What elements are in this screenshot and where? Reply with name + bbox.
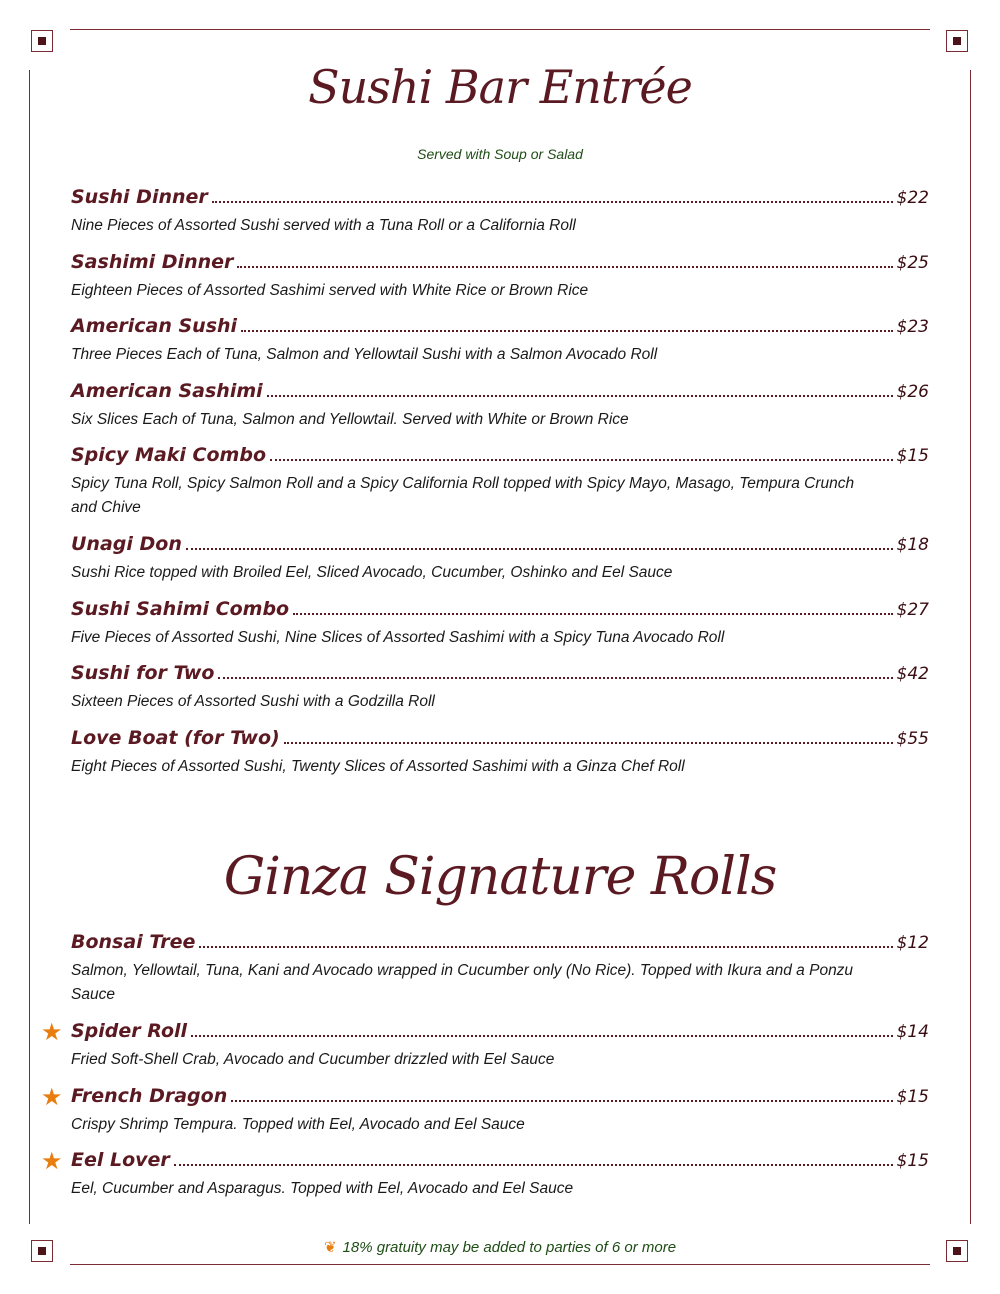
frame-bottom-line [70, 1264, 930, 1265]
item-price: $15 [896, 1086, 929, 1107]
menu-item [41, 1147, 929, 1214]
item-price: $23 [896, 317, 929, 337]
item-price: $15 [896, 1151, 929, 1171]
item-name: Love Boat (for Two) [71, 726, 280, 749]
item-price: $18 [896, 535, 929, 555]
item-name: French Dragon [71, 1084, 228, 1107]
item-name: Sushi Sahimi Combo [71, 597, 290, 620]
item-price: $27 [896, 599, 929, 620]
item-name: Spider Roll [71, 1020, 188, 1042]
menu-item [71, 598, 929, 663]
leader-dots [186, 548, 893, 550]
leader-dots [237, 266, 892, 268]
star-icon: ★ [41, 1018, 63, 1046]
item-description: Six Slices Each of Tuna, Salmon and Yellowtail. Served with White or Brown Rice [71, 410, 629, 428]
item-price: $22 [896, 188, 929, 208]
leader-dots [174, 1164, 893, 1166]
item-name: American Sushi [71, 315, 238, 337]
frame-right-line [970, 70, 971, 1224]
menu-item [71, 251, 929, 316]
item-description: Eight Pieces of Assorted Sushi, Twenty Slices of Assorted Sashimi with a Ginza Chef Roll [71, 757, 685, 775]
star-icon: ★ [41, 1147, 63, 1175]
signature-rolls-items [41, 931, 929, 1214]
sushi-bar-items [71, 186, 929, 791]
leader-dots [267, 395, 893, 397]
menu-item [71, 444, 929, 533]
item-description: Five Pieces of Assorted Sushi, Nine Slices of Assorted Sashimi with a Spicy Tuna Avocado Roll [71, 628, 725, 646]
item-name: American Sashimi [71, 379, 263, 402]
leader-dots [293, 613, 892, 615]
frame-top-line [70, 29, 930, 30]
gratuity-text: 18% gratuity may be added to parties of 6 or more [342, 1239, 677, 1256]
item-name: Sushi Dinner [71, 186, 208, 208]
item-name: Sushi for Two [71, 662, 215, 684]
item-description: Salmon, Yellowtail, Tuna, Kani and Avocado wrapped in Cucumber only (No Rice). Topped with Ikura and a Ponzu Sauce [71, 962, 854, 1003]
item-price: $26 [896, 381, 929, 402]
menu-item [41, 1018, 929, 1085]
signature-rolls-title: Ginza Signature Rolls [223, 847, 777, 907]
item-description: Spicy Tuna Roll, Spicy Salmon Roll and a Spicy California Roll topped with Spicy Mayo, Masago, Tempura Crunch and Chive [71, 475, 855, 516]
item-name: Bonsai Tree [71, 931, 196, 953]
menu-item [71, 380, 929, 445]
corner-ornament-top-left [31, 30, 53, 52]
frame-left-line [29, 70, 30, 1224]
item-price: $42 [896, 664, 929, 684]
item-name: Eel Lover [71, 1149, 170, 1171]
leader-dots [231, 1100, 892, 1102]
item-description: Nine Pieces of Assorted Sushi served with a Tuna Roll or a California Roll [71, 217, 576, 234]
menu-item [71, 727, 929, 792]
menu-item [71, 186, 929, 251]
leader-dots [212, 201, 893, 203]
leader-dots [284, 742, 893, 744]
menu-item [71, 662, 929, 727]
corner-ornament-top-right [946, 30, 968, 52]
item-description: Eighteen Pieces of Assorted Sashimi served with White Rice or Brown Rice [71, 281, 589, 299]
leader-dots [218, 677, 892, 679]
sushi-bar-subtitle: Served with Soup or Salad [417, 146, 583, 162]
sushi-bar-title: Sushi Bar Entrée [308, 60, 692, 114]
gratuity-note [0, 1238, 1000, 1256]
item-description: Eel, Cucumber and Asparagus. Topped with Eel, Avocado and Eel Sauce [71, 1180, 574, 1197]
item-price: $12 [896, 933, 929, 953]
menu-item [41, 1082, 929, 1150]
item-description: Crispy Shrimp Tempura. Topped with Eel, Avocado and Eel Sauce [71, 1115, 525, 1133]
item-price: $55 [896, 728, 929, 749]
item-price: $14 [896, 1022, 929, 1042]
item-description: Sixteen Pieces of Assorted Sushi with a Godzilla Roll [71, 693, 435, 710]
leader-dots [270, 459, 893, 461]
item-description: Fried Soft-Shell Crab, Avocado and Cucumber drizzled with Eel Sauce [71, 1051, 555, 1068]
star-icon: ★ [41, 1082, 63, 1111]
leader-dots [241, 330, 892, 332]
item-description: Sushi Rice topped with Broiled Eel, Sliced Avocado, Cucumber, Oshinko and Eel Sauce [71, 564, 673, 581]
item-name: Spicy Maki Combo [71, 444, 267, 466]
item-name: Unagi Don [71, 533, 182, 555]
menu-item [71, 533, 929, 598]
menu-item [71, 315, 929, 380]
leader-dots [191, 1035, 893, 1037]
menu-item [71, 931, 929, 1020]
tip-icon: ❦ [323, 1239, 337, 1256]
item-price: $15 [896, 446, 929, 466]
leader-dots [199, 946, 892, 948]
item-description: Three Pieces Each of Tuna, Salmon and Yellowtail Sushi with a Salmon Avocado Roll [71, 346, 658, 363]
item-price: $25 [896, 252, 929, 273]
item-name: Sashimi Dinner [71, 250, 234, 273]
